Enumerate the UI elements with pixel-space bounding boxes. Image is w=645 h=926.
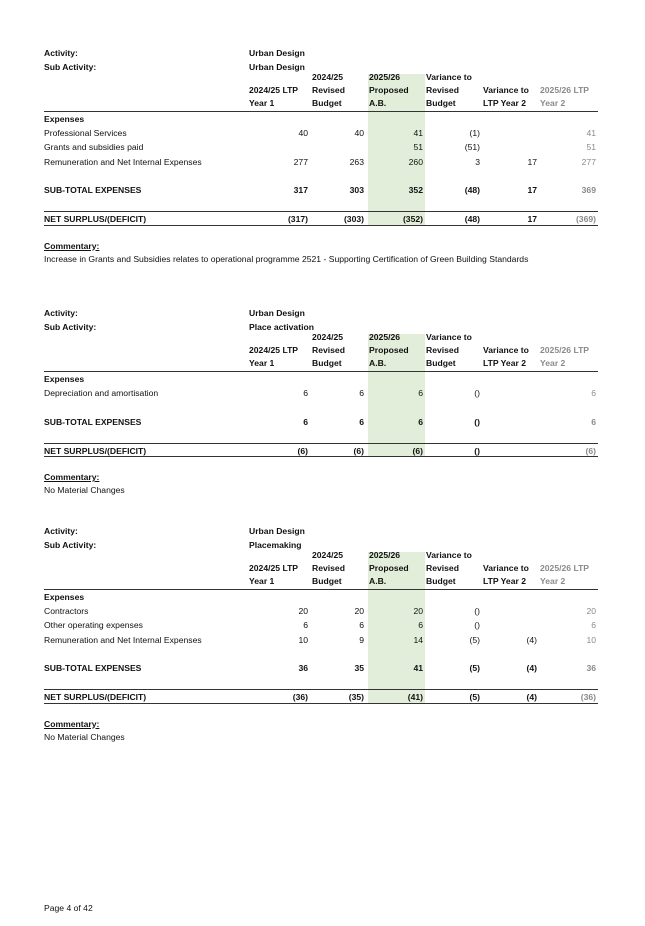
cell-col-6: (36) xyxy=(580,692,596,703)
row-label: Remuneration and Net Internal Expenses xyxy=(44,634,202,645)
sub_activity-value: Placemaking xyxy=(249,540,302,550)
cell-col-4: (5) xyxy=(469,692,480,703)
expenses-label: Expenses xyxy=(44,114,85,124)
cell-col-4: () xyxy=(474,445,480,456)
header-col-3 xyxy=(369,71,409,110)
net-surplus-row xyxy=(44,443,598,457)
cell-col-2: 20 xyxy=(354,606,364,617)
cell-col-6: 6 xyxy=(591,388,596,399)
sub_activity-label: Sub Activity: xyxy=(44,322,97,332)
expenses-label: Expenses xyxy=(44,374,85,384)
header-col-4 xyxy=(426,331,472,370)
cell-col-3: 6 xyxy=(418,620,423,631)
header-line: LTP Year 2 xyxy=(483,98,526,108)
spacer xyxy=(44,647,598,661)
cell-col-6: 41 xyxy=(586,128,596,139)
header-line: Variance to xyxy=(483,85,529,95)
header-line: 2025/26 LTP xyxy=(540,345,590,355)
budget-table xyxy=(44,552,598,704)
header-line: Variance to xyxy=(483,345,529,355)
table-row xyxy=(44,126,598,140)
expenses-heading xyxy=(44,590,598,604)
cell-col-5: (4) xyxy=(526,662,537,673)
cell-col-3: (6) xyxy=(412,445,423,456)
header-line xyxy=(249,71,298,84)
header-col-6 xyxy=(540,71,589,110)
commentary-text: Increase in Grants and Subsidies relates to operational programme 2521 - Supporting Certification of Green Building Standards xyxy=(44,253,529,264)
cell-col-6: 10 xyxy=(586,634,596,645)
header-col-2 xyxy=(312,331,345,370)
cell-col-2: 303 xyxy=(349,184,364,195)
header-line: Budget xyxy=(312,98,342,108)
activity-value: Urban Design xyxy=(249,48,305,58)
header-line: 2025/26 xyxy=(369,72,401,82)
cell-col-6: (369) xyxy=(575,214,596,225)
cell-col-3: 260 xyxy=(408,156,423,167)
row-label: Grants and subsidies paid xyxy=(44,142,144,153)
header-col-3 xyxy=(369,331,409,370)
header-col-5 xyxy=(483,549,529,588)
cell-col-2: 6 xyxy=(359,388,364,399)
budget-table xyxy=(44,74,598,226)
subtotal-row xyxy=(44,415,598,429)
cell-col-4: () xyxy=(474,416,480,427)
header-col-4 xyxy=(426,71,472,110)
cell-col-4: (1) xyxy=(469,128,480,139)
row-label: Depreciation and amortisation xyxy=(44,388,159,399)
cell-col-1: 6 xyxy=(303,620,308,631)
commentary xyxy=(44,718,598,744)
commentary-text: No Material Changes xyxy=(44,731,125,742)
header-line: Budget xyxy=(312,576,342,586)
cell-col-1: 277 xyxy=(293,156,308,167)
table-row xyxy=(44,386,598,400)
table-row xyxy=(44,604,598,618)
header-line xyxy=(249,549,298,562)
table-row xyxy=(44,155,598,169)
cell-col-6: 369 xyxy=(581,184,596,195)
header-line: Year 2 xyxy=(540,358,566,368)
header-col-5 xyxy=(483,71,529,110)
header-col-1 xyxy=(249,549,298,588)
header-col-1 xyxy=(249,71,298,110)
header-col-4 xyxy=(426,549,472,588)
activity-section xyxy=(44,46,598,266)
sub_activity-value: Place activation xyxy=(249,322,314,332)
cell-col-6: 6 xyxy=(591,416,596,427)
cell-col-4: (5) xyxy=(469,634,480,645)
header-line xyxy=(483,549,529,562)
header-line: Revised xyxy=(426,85,459,95)
header-line: Budget xyxy=(312,358,342,368)
cell-col-2: 6 xyxy=(359,620,364,631)
commentary xyxy=(44,471,598,497)
header-line: Year 2 xyxy=(540,576,566,586)
cell-col-3: 51 xyxy=(413,142,423,153)
header-line: Variance to xyxy=(426,550,472,560)
spacer xyxy=(44,197,598,211)
net-surplus-row xyxy=(44,689,598,703)
header-line: 2024/25 xyxy=(312,550,344,560)
activity-label: Activity: xyxy=(44,48,78,58)
commentary-title: Commentary: xyxy=(44,472,100,483)
cell-col-2: 6 xyxy=(359,416,364,427)
cell-col-3: (352) xyxy=(402,214,423,225)
cell-col-1: 36 xyxy=(298,662,308,673)
header-line: Budget xyxy=(426,358,456,368)
header-line: 2024/25 xyxy=(312,72,344,82)
cell-col-2: (35) xyxy=(348,692,364,703)
header-line: LTP Year 2 xyxy=(483,576,526,586)
row-label: SUB-TOTAL EXPENSES xyxy=(44,662,142,673)
row-label: Professional Services xyxy=(44,128,127,139)
commentary-title: Commentary: xyxy=(44,718,100,729)
header-line: Proposed xyxy=(369,563,409,573)
sub_activity-label: Sub Activity: xyxy=(44,540,97,550)
spacer xyxy=(44,169,598,183)
header-line: A.B. xyxy=(369,576,387,586)
header-line xyxy=(540,549,589,562)
cell-col-4: (5) xyxy=(469,662,480,673)
cell-col-5: 17 xyxy=(527,156,537,167)
cell-col-1: 10 xyxy=(298,634,308,645)
row-label: NET SURPLUS/(DEFICIT) xyxy=(44,445,147,456)
header-line xyxy=(249,331,298,344)
commentary xyxy=(44,240,598,266)
cell-col-4: (48) xyxy=(464,184,480,195)
cell-col-2: 9 xyxy=(359,634,364,645)
header-line: A.B. xyxy=(369,98,387,108)
cell-col-4: (48) xyxy=(464,214,480,225)
cell-col-4: (51) xyxy=(464,142,480,153)
cell-col-2: (303) xyxy=(343,214,364,225)
table-row xyxy=(44,140,598,154)
cell-col-3: 6 xyxy=(418,388,423,399)
header-line: 2024/25 LTP xyxy=(249,345,299,355)
header-line: Revised xyxy=(312,563,345,573)
cell-col-4: 3 xyxy=(475,156,480,167)
header-line: Variance to xyxy=(483,563,529,573)
cell-col-3: 14 xyxy=(413,634,423,645)
header-line: Year 1 xyxy=(249,98,275,108)
header-line: LTP Year 2 xyxy=(483,358,526,368)
cell-col-4: () xyxy=(474,388,480,399)
cell-col-4: () xyxy=(474,620,480,631)
spacer xyxy=(44,675,598,689)
subtotal-row xyxy=(44,661,598,675)
row-label: Contractors xyxy=(44,606,89,617)
header-line: Variance to xyxy=(426,72,472,82)
sub_activity-label: Sub Activity: xyxy=(44,62,97,72)
header-line: Revised xyxy=(426,563,459,573)
header-line: Year 1 xyxy=(249,576,275,586)
cell-col-1: 40 xyxy=(298,128,308,139)
cell-col-1: 6 xyxy=(303,388,308,399)
cell-col-2: 263 xyxy=(349,156,364,167)
header-line: 2025/26 LTP xyxy=(540,563,590,573)
expenses-heading xyxy=(44,112,598,126)
table-header xyxy=(44,334,598,372)
activity-row xyxy=(44,306,598,320)
cell-col-1: (6) xyxy=(297,445,308,456)
header-line xyxy=(540,331,589,344)
header-line: Year 2 xyxy=(540,98,566,108)
header-line: 2025/26 xyxy=(369,550,401,560)
activity-row xyxy=(44,46,598,60)
cell-col-6: (6) xyxy=(585,445,596,456)
header-line: Proposed xyxy=(369,85,409,95)
cell-col-2: 35 xyxy=(354,662,364,673)
cell-col-3: 6 xyxy=(418,416,423,427)
budget-table xyxy=(44,334,598,457)
cell-col-5: (4) xyxy=(526,692,537,703)
cell-col-3: 41 xyxy=(413,662,423,673)
cell-col-3: 20 xyxy=(413,606,423,617)
cell-col-1: 20 xyxy=(298,606,308,617)
activity-label: Activity: xyxy=(44,526,78,536)
header-line: 2025/26 xyxy=(369,332,401,342)
header-line: A.B. xyxy=(369,358,387,368)
sub_activity-value: Urban Design xyxy=(249,62,305,72)
spacer xyxy=(44,429,598,443)
table-row xyxy=(44,633,598,647)
activity-section xyxy=(44,306,598,497)
cell-col-5: 17 xyxy=(527,184,537,195)
header-line: 2024/25 xyxy=(312,332,344,342)
activity-label: Activity: xyxy=(44,308,78,318)
commentary-text: No Material Changes xyxy=(44,485,125,496)
header-col-2 xyxy=(312,71,345,110)
header-col-6 xyxy=(540,549,589,588)
cell-col-1: 317 xyxy=(293,184,308,195)
header-line xyxy=(540,71,589,84)
expenses-label: Expenses xyxy=(44,592,85,602)
header-col-3 xyxy=(369,549,409,588)
header-line: Revised xyxy=(312,345,345,355)
cell-col-1: (317) xyxy=(287,214,308,225)
row-label: NET SURPLUS/(DEFICIT) xyxy=(44,214,147,225)
row-label: NET SURPLUS/(DEFICIT) xyxy=(44,692,147,703)
cell-col-2: 40 xyxy=(354,128,364,139)
header-line: Variance to xyxy=(426,332,472,342)
table-header xyxy=(44,552,598,590)
cell-col-6: 51 xyxy=(586,142,596,153)
spacer xyxy=(44,400,598,414)
header-line: 2025/26 LTP xyxy=(540,85,590,95)
expenses-heading xyxy=(44,372,598,386)
page-number: Page 4 of 42 xyxy=(44,903,93,913)
row-label: SUB-TOTAL EXPENSES xyxy=(44,416,142,427)
cell-col-6: 36 xyxy=(586,662,596,673)
cell-col-1: 6 xyxy=(303,416,308,427)
cell-col-5: (4) xyxy=(526,634,537,645)
header-col-2 xyxy=(312,549,345,588)
cell-col-4: () xyxy=(474,606,480,617)
row-label: Remuneration and Net Internal Expenses xyxy=(44,156,202,167)
activity-value: Urban Design xyxy=(249,526,305,536)
header-line: Budget xyxy=(426,98,456,108)
cell-col-6: 20 xyxy=(586,606,596,617)
header-col-5 xyxy=(483,331,529,370)
cell-col-3: 352 xyxy=(408,184,423,195)
table-row xyxy=(44,618,598,632)
net-surplus-row xyxy=(44,211,598,225)
header-line: Revised xyxy=(312,85,345,95)
header-line: Year 1 xyxy=(249,358,275,368)
cell-col-3: 41 xyxy=(413,128,423,139)
header-line: 2024/25 LTP xyxy=(249,85,299,95)
subtotal-row xyxy=(44,183,598,197)
header-line xyxy=(483,71,529,84)
activity-value: Urban Design xyxy=(249,308,305,318)
cell-col-3: (41) xyxy=(407,692,423,703)
header-col-6 xyxy=(540,331,589,370)
cell-col-1: (36) xyxy=(292,692,308,703)
cell-col-6: 277 xyxy=(581,156,596,167)
header-col-1 xyxy=(249,331,298,370)
cell-col-5: 17 xyxy=(527,214,537,225)
commentary-title: Commentary: xyxy=(44,240,100,251)
header-line xyxy=(483,331,529,344)
header-line: Revised xyxy=(426,345,459,355)
activity-row xyxy=(44,524,598,538)
cell-col-6: 6 xyxy=(591,620,596,631)
table-header xyxy=(44,74,598,112)
activity-section xyxy=(44,524,598,744)
header-line: Proposed xyxy=(369,345,409,355)
header-line: 2024/25 LTP xyxy=(249,563,299,573)
row-label: SUB-TOTAL EXPENSES xyxy=(44,184,142,195)
row-label: Other operating expenses xyxy=(44,620,143,631)
header-line: Budget xyxy=(426,576,456,586)
cell-col-2: (6) xyxy=(353,445,364,456)
